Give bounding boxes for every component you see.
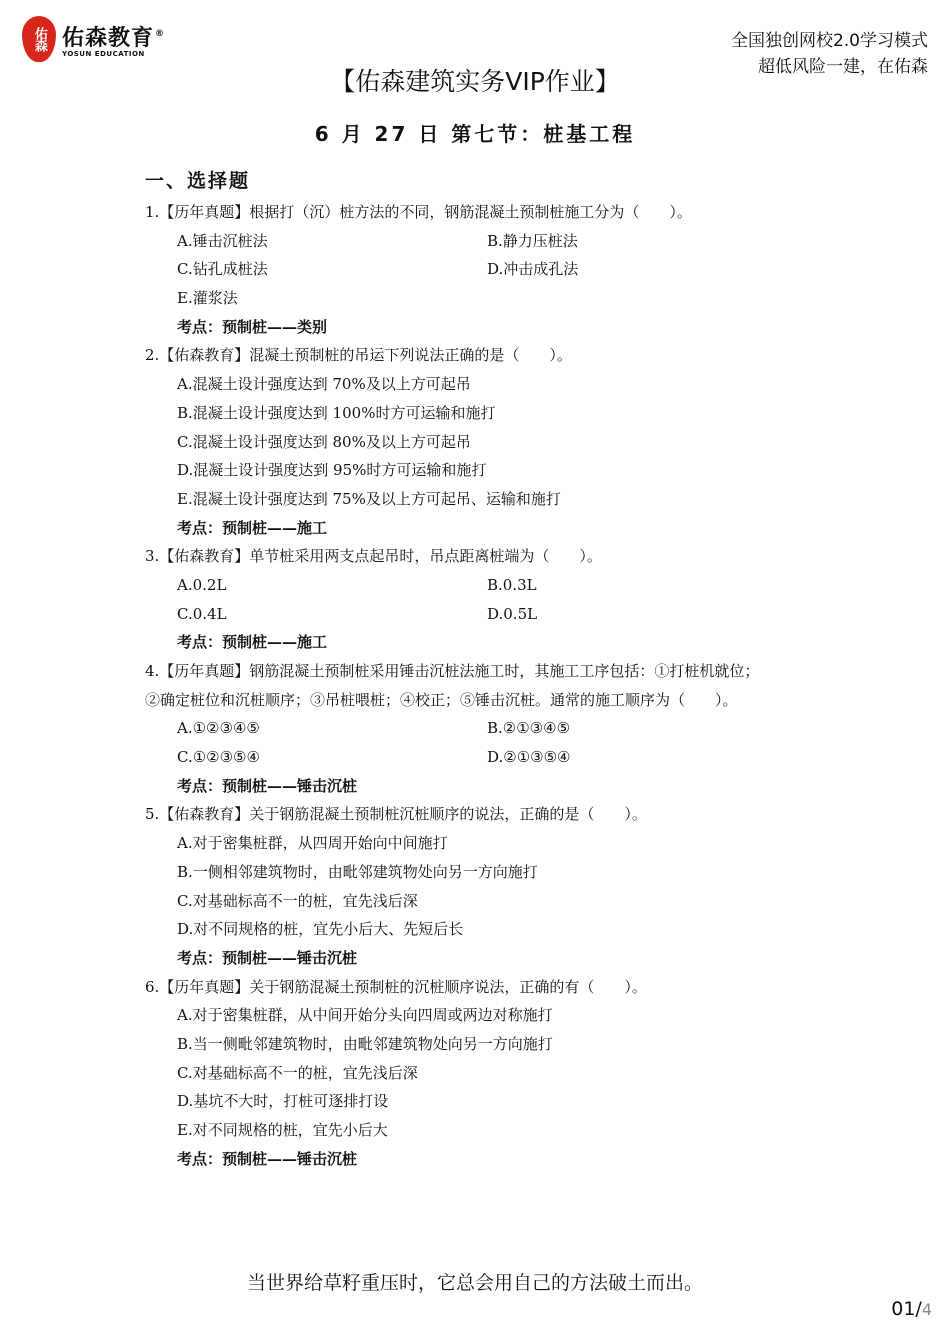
- option: A.对于密集桩群，从四周开始向中间施打: [177, 834, 448, 853]
- option-row: [145, 714, 805, 743]
- option: A.①②③④⑤: [177, 719, 260, 738]
- option-row: [145, 227, 805, 256]
- option: D.②①③⑤④: [487, 748, 571, 767]
- option-row: [145, 743, 805, 772]
- question-stem: 2.【佑森教育】混凝土预制桩的吊运下列说法正确的是（ ）。: [145, 346, 572, 365]
- section-title: 一、选择题: [145, 170, 251, 192]
- option: D.基坑不大时，打桩可逐排打设: [177, 1092, 389, 1111]
- logo-mark: 佑森: [22, 16, 56, 62]
- option: D.0.5L: [487, 604, 538, 623]
- option: C.对基础标高不一的桩，宜先浅后深: [177, 891, 418, 910]
- knowledge-point: 考点：预制桩——锤击沉桩: [177, 948, 358, 967]
- slogan-line-1: 全国独创网校2.0学习模式: [730, 31, 928, 51]
- option: C.钻孔成桩法: [177, 260, 268, 279]
- brand-logo: [22, 16, 165, 62]
- knowledge-point: 考点：预制桩——类别: [177, 317, 328, 336]
- option: C.①②③⑤④: [177, 748, 260, 767]
- question-stem-continued: ②确定桩位和沉桩顺序；③吊桩喂桩；④校正；⑤锤击沉桩。通常的施工顺序为（ ）。: [145, 690, 738, 709]
- option-row: [145, 255, 805, 284]
- document-title: 【佑森建筑实务VIP作业】: [330, 67, 620, 96]
- option: D.混凝土设计强度达到 95%时方可运输和施打: [177, 461, 487, 480]
- option-row: [145, 600, 805, 629]
- slogan-line-2: 超低风险一建，在佑森: [758, 57, 928, 77]
- question-stem: 6.【历年真题】关于钢筋混凝土预制桩的沉桩顺序说法，正确的有（ ）。: [145, 977, 647, 996]
- option: E.对不同规格的桩，宜先小后大: [177, 1121, 388, 1139]
- option: A.0.2L: [177, 575, 227, 594]
- question-stem: 1.【历年真题】根据打（沉）桩方法的不同，钢筋混凝土预制桩施工分为（ ）。: [145, 203, 692, 221]
- option: A.锤击沉桩法: [177, 231, 268, 250]
- knowledge-point: 考点：预制桩——施工: [177, 518, 328, 537]
- footer-quote: 当世界给草籽重压时，它总会用自己的方法破土而出。: [246, 1272, 703, 1294]
- question-list: [145, 198, 805, 1173]
- option: E.混凝土设计强度达到 75%及以上方可起吊、运输和施打: [177, 489, 561, 508]
- knowledge-point: 考点：预制桩——锤击沉桩: [177, 1149, 358, 1168]
- option-row: [145, 571, 805, 600]
- option: A.混凝土设计强度达到 70%及以上方可起吊: [177, 375, 471, 394]
- option: B.当一侧毗邻建筑物时，由毗邻建筑物处向另一方向施打: [177, 1034, 553, 1053]
- option: B.混凝土设计强度达到 100%时方可运输和施打: [177, 403, 496, 422]
- option: B.②①③④⑤: [487, 719, 571, 738]
- option: B.静力压桩法: [487, 231, 578, 250]
- option: A.对于密集桩群，从中间开始分头向四周或两边对称施打: [177, 1006, 553, 1025]
- option: B.一侧相邻建筑物时，由毗邻建筑物处向另一方向施打: [177, 862, 538, 881]
- option: C.0.4L: [177, 604, 227, 623]
- knowledge-point: 考点：预制桩——施工: [177, 633, 328, 652]
- option: D.对不同规格的桩，宜先小后大、先短后长: [177, 920, 464, 939]
- option: D.冲击成孔法: [487, 260, 579, 279]
- option: C.对基础标高不一的桩，宜先浅后深: [177, 1063, 418, 1082]
- logo-en-text: YOSUN EDUCATION: [62, 49, 145, 58]
- option: C.混凝土设计强度达到 80%及以上方可起吊: [177, 432, 471, 451]
- question-stem: 3.【佑森教育】单节桩采用两支点起吊时，吊点距离桩端为（ ）。: [145, 547, 602, 566]
- logo-cn-text: 佑森教育®: [62, 25, 166, 51]
- option: B.0.3L: [487, 575, 537, 594]
- document-subtitle: 6 月 27 日 第七节：桩基工程: [314, 122, 636, 146]
- question-stem: 4.【历年真题】钢筋混凝土预制桩采用锤击沉桩法施工时，其施工工序包括：①打桩机就位；: [145, 662, 760, 680]
- option: E.灌浆法: [177, 289, 238, 308]
- page-number: 01/4: [891, 1298, 932, 1320]
- knowledge-point: 考点：预制桩——锤击沉桩: [177, 776, 358, 795]
- question-stem: 5.【佑森教育】关于钢筋混凝土预制桩沉桩顺序的说法，正确的是（ ）。: [145, 805, 647, 824]
